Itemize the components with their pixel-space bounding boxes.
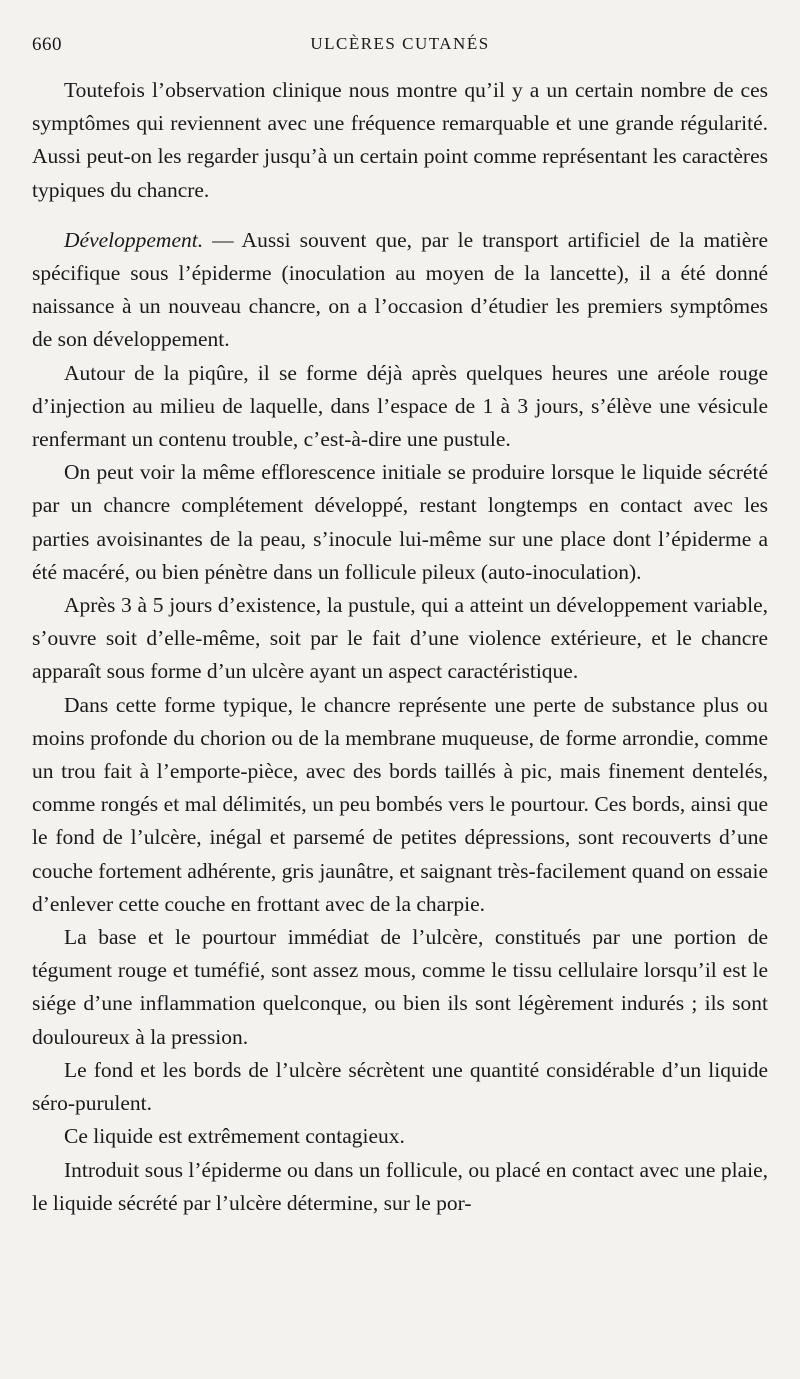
paragraph-text: Ce liquide est extrêmement contagieux. (64, 1124, 405, 1149)
section-heading: Développement. (64, 227, 204, 252)
paragraph-text: Après 3 à 5 jours d’existence, la pustule, qui a atteint un développement variable, s’ouvre soit d’elle-même, soit par le fait d’une violence extérieure, et le chancre apparaît sous forme d’un ulcère ayant un aspect caractéristique. (32, 593, 768, 684)
paragraph-auto-inoculation (32, 456, 768, 589)
paragraph-base-pourtour (32, 921, 768, 1054)
paragraph-text: — Aussi souvent que, par le transport artificiel de la matière spécifique sous l’épiderme (inoculation au moyen de la lancette), il a été donné naissance à un nouveau chancre, on a l’occasion d’étudier les premiers symptômes de son développement. (32, 227, 768, 352)
running-title: ULCÈRES CUTANÉS (310, 34, 490, 53)
paragraph-text: On peut voir la même efflorescence initiale se produire lorsque le liquide sécrété par un chancre complétement développé, restant longtemps en contact avec les parties avoisinantes de la peau, s’inocule lui-même sur une place dont l’épiderme a été macéré, ou bien pénètre dans un follicule pileux (auto-inoculation). (32, 460, 768, 584)
paragraph-text: Introduit sous l’épiderme ou dans un follicule, ou placé en contact avec une plaie, le liquide sécrété par l’ulcère détermine, sur le por- (32, 1157, 768, 1215)
paragraph-text: Autour de la piqûre, il se forme déjà après quelques heures une aréole rouge d’injection au milieu de laquelle, dans l’espace de 1 à 3 jours, s’élève une vésicule renfermant un contenu trouble, c’est-à-dire une pustule. (32, 360, 768, 452)
paragraph-text: Toutefois l’observation clinique nous montre qu’il y a un certain nombre de ces symptômes qui reviennent avec une fréquence remarquable et une grande régularité. Aussi peut-on les regarder jusqu’à un certain point comme représentant les caractères typiques du chancre. (32, 78, 768, 202)
paragraph-pustule (32, 589, 768, 689)
paragraph-piqure (32, 357, 768, 457)
paragraph-contagieux (32, 1120, 768, 1153)
page-body (32, 74, 768, 1220)
paragraph-secretion (32, 1054, 768, 1120)
paragraph-introduit (32, 1154, 768, 1220)
paragraph-observation (32, 74, 768, 207)
paragraph-text: La base et le pourtour immédiat de l’ulcère, constitués par une portion de tégument rouge et tuméfié, sont assez mous, comme le tissu cellulaire lorsqu’il est le siége d’une inflammation quelconque, ou bien ils sont légèrement indurés ; ils sont douloureux à la pression. (32, 925, 768, 1049)
paragraph-text: Dans cette forme typique, le chancre représente une perte de substance plus ou moins profonde du chorion ou de la membrane muqueuse, de forme arrondie, comme un trou fait à l’emporte-pièce, avec des bords taillés à pic, mais finement dentelés, comme rongés et mal délimités, un peu bombés vers le pourtour. Ces bords, ainsi que le fond de l’ulcère, inégal et parsemé de petites dépressions, sont recouverts d’une couche fortement adhérente, gris jaunâtre, et saignant très-facilement quand on essaie d’enlever cette couche en frottant avec de la charpie. (32, 692, 768, 916)
paragraph-text: Le fond et les bords de l’ulcère sécrètent une quantité considérable d’un liquide séro-purulent. (32, 1057, 768, 1116)
page-header (32, 34, 768, 60)
paragraph-developpement (32, 224, 768, 357)
page-number: 660 (32, 34, 62, 55)
paragraph-forme-typique (32, 689, 768, 921)
